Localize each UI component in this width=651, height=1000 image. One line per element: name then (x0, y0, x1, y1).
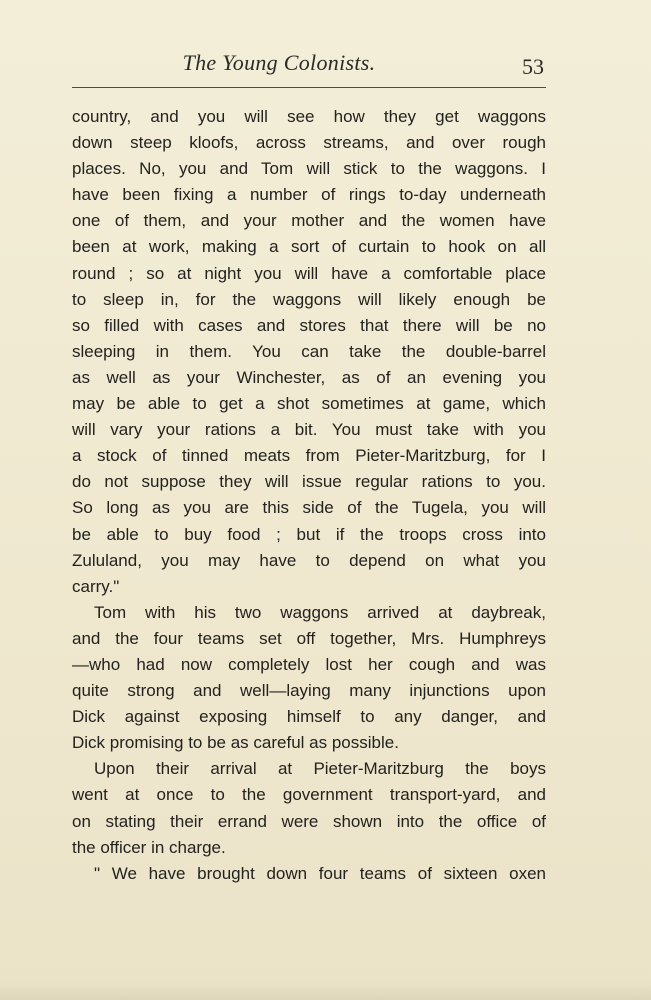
page-edge-shadow (0, 982, 651, 1000)
text-line: went at once to the government transport-yard, and (72, 785, 546, 805)
text-line: round ; so at night you will have a comfortable place (72, 263, 546, 283)
text-line: and the four teams set off together, Mrs. Humphreys (72, 628, 546, 648)
text-line: to sleep in, for the waggons will likely enough be (72, 289, 546, 309)
text-line: —who had now completely lost her cough and was (72, 654, 546, 674)
text-line: may be able to get a shot sometimes at game, which (72, 394, 546, 414)
text-line: sleeping in them. You can take the double-barrel (72, 341, 546, 361)
text-line: Upon their arrival at Pieter-Maritzburg the boys (94, 759, 546, 779)
text-line: Zululand, you may have to depend on what you (72, 550, 546, 570)
text-line: places. No, you and Tom will stick to the waggons. I (72, 159, 546, 179)
running-title: The Young Colonists. (182, 50, 376, 75)
text-line: will vary your rations a bit. You must take with you (72, 420, 546, 440)
page-header (72, 50, 546, 84)
text-line: as well as your Winchester, as of an evening you (72, 367, 546, 387)
text-line: be able to buy food ; but if the troops cross into (72, 524, 546, 544)
text-line: " We have brought down four teams of sixteen oxen (94, 863, 546, 883)
text-line: country, and you will see how they get waggons (72, 107, 546, 126)
text-line: Tom with his two waggons arrived at daybreak, (94, 602, 546, 622)
text-line: So long as you are this side of the Tugela, you will (72, 498, 546, 518)
text-line: a stock of tinned meats from Pieter-Maritzburg, for I (72, 446, 546, 466)
page-number: 53 (522, 54, 544, 79)
text-line: do not suppose they will issue regular rations to you. (72, 472, 546, 492)
text-line: carry." (72, 576, 120, 596)
text-line: on stating their errand were shown into the office of (72, 811, 546, 831)
text-line: quite strong and well—laying many injunctions upon (72, 681, 546, 701)
text-line: Dick against exposing himself to any danger, and (72, 707, 546, 727)
body-text (72, 104, 546, 887)
text-line: Dick promising to be as careful as possible. (72, 733, 399, 753)
text-line: have been fixing a number of rings to-day underneath (72, 185, 546, 205)
text-line: one of them, and your mother and the women have (72, 211, 546, 231)
header-rule (72, 87, 546, 88)
text-line: the officer in charge. (72, 837, 226, 857)
text-line: down steep kloofs, across streams, and over rough (72, 133, 546, 153)
text-line: so filled with cases and stores that there will be no (72, 315, 546, 335)
text-line: been at work, making a sort of curtain to hook on all (72, 237, 546, 257)
